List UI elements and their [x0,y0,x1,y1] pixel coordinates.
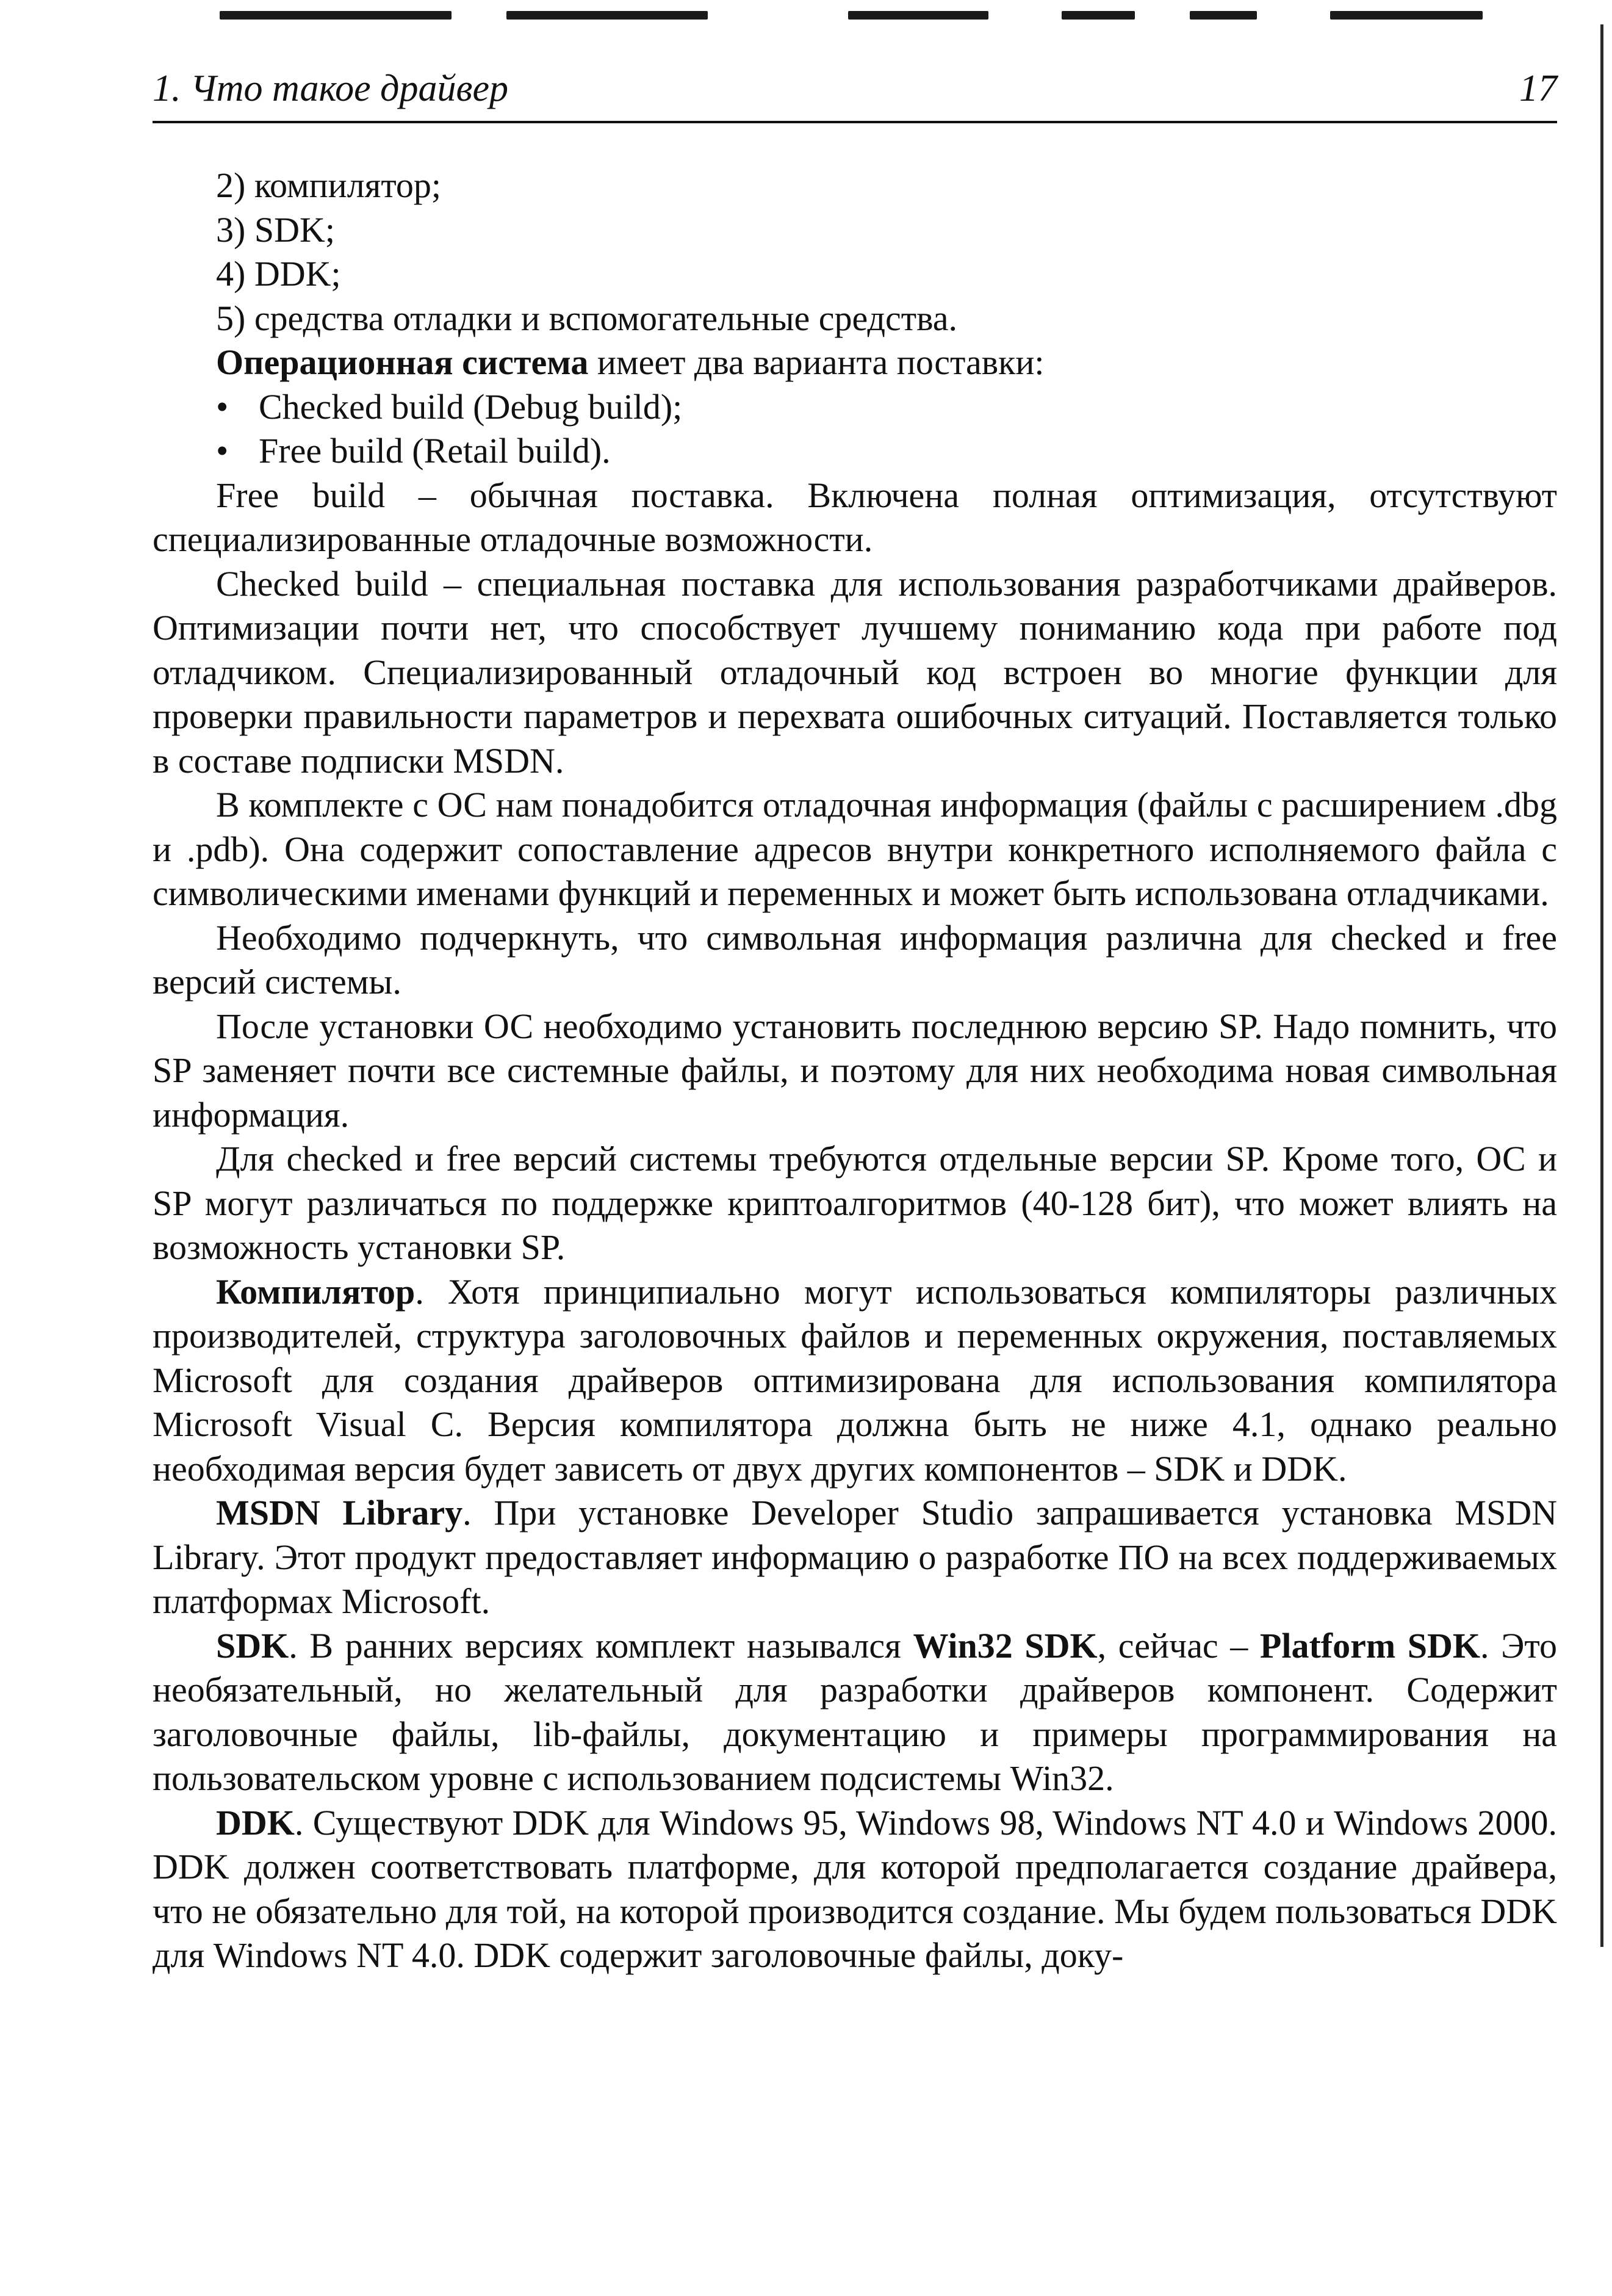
paragraph-msdn: MSDN Library. При установке Developer Studio запрашивается установка MSDN Library. Этот продукт предоставляет информацию о разработке ПО на всех поддерживаемых платформах Microsoft. [153,1493,1557,1621]
bullet-icon: • [216,431,229,471]
term-os: Операционная система [216,342,589,382]
page-body [153,164,1557,1978]
scan-artifact [220,11,452,20]
scan-artifact [1330,11,1483,20]
chapter-title: 1. Что такое драйвер [153,68,508,109]
bullet-icon: • [216,386,229,427]
bullet-item: • Free build (Retail build). [153,429,1557,474]
paragraph-free-build: Free build – обычная поставка. Включена полная оптимизация, отсутствуют специализированные отладочные возможности. [153,475,1557,559]
paragraph-debug-info: В комплекте с ОС нам понадобится отладочная информация (файлы с расширением .dbg и .pdb). Она содержит сопоставление адресов внутри конкретного исполняемого файла с символическими именами функций и переменных и может быть использована отладчиками. [153,785,1557,913]
list-item: 3) SDK; [216,209,335,250]
paragraph-compiler: Компилятор. Хотя принципиально могут использоваться компиляторы различных производителей, структура заголовочных файлов и переменных окружения, поставляемых Microsoft для создания драйверов оптимизирована для использования компилятора Microsoft Visual C. Версия компилятора должна быть не ниже 4.1, однако реально необходимая версия будет зависеть от двух других компонентов – SDK и DDK. [153,1271,1557,1489]
header-rule [153,121,1557,123]
list-item: 2) компилятор; [216,165,442,205]
scan-artifact [848,11,988,20]
term-compiler: Компилятор [216,1271,416,1312]
term-win32-sdk: Win32 SDK [913,1625,1098,1666]
page-number: 17 [1519,68,1557,109]
bullet-item: • Checked build (Debug build); [153,385,1557,430]
paragraph-sp-versions: Для checked и free версий системы требуются отдельные версии SP. Кроме того, ОС и SP могут различаться по поддержке криптоалгоритмов (40-128 бит), что может влиять на возможность установки SP. [153,1139,1557,1267]
scan-artifact [1190,11,1257,20]
paragraph-ddk: DDK. Существуют DDK для Windows 95, Windows 98, Windows NT 4.0 и Windows 2000. DDK должен соответствовать платформе, для которой предполагается создание драйвера, что не обязательно для той, на которой производится создание. Мы будем пользоваться DDK для Windows NT 4.0. DDK содержит заголовочные файлы, доку- [153,1802,1557,1975]
list-item: 5) средства отладки и вспомогательные средства. [216,298,957,338]
term-ddk: DDK [216,1802,295,1843]
os-intro-paragraph: Операционная система имеет два варианта поставки: [216,342,1045,382]
paragraph-sp-install: После установки ОС необходимо установить последнюю версию SP. Надо помнить, что SP заменяет почти все системные файлы, и поэтому для них необходима новая символьная информация. [153,1006,1557,1135]
running-header [153,61,1557,122]
scan-edge-line [1600,24,1603,1947]
term-sdk: SDK [216,1625,289,1666]
term-msdn: MSDN Library [216,1493,463,1532]
scan-artifact [506,11,708,20]
term-platform-sdk: Platform SDK [1259,1625,1481,1666]
scan-artifact [1062,11,1135,20]
paragraph-symbols: Необходимо подчеркнуть, что символьная информация различна для checked и free версий системы. [153,917,1557,1002]
paragraph-checked-build: Checked build – специальная поставка для использования разработчиками драйверов. Оптимизации почти нет, что способствует лучшему пониманию кода при работе под отладчиком. Специализированный отладочный код встроен во многие функции для проверки правильности параметров и перехвата ошибочных ситуаций. Поставляется только в составе подписки MSDN. [153,563,1557,781]
list-item: 4) DDK; [216,254,341,294]
paragraph-sdk: SDK. В ранних версиях комплект назывался Win32 SDK, сейчас – Platform SDK. Это необязательный, но желательный для разработки драйверов компонент. Содержит заголовочные файлы, lib-файлы, документацию и примеры программирования на пользовательском уровне с использованием подсистемы Win32. [153,1625,1557,1798]
